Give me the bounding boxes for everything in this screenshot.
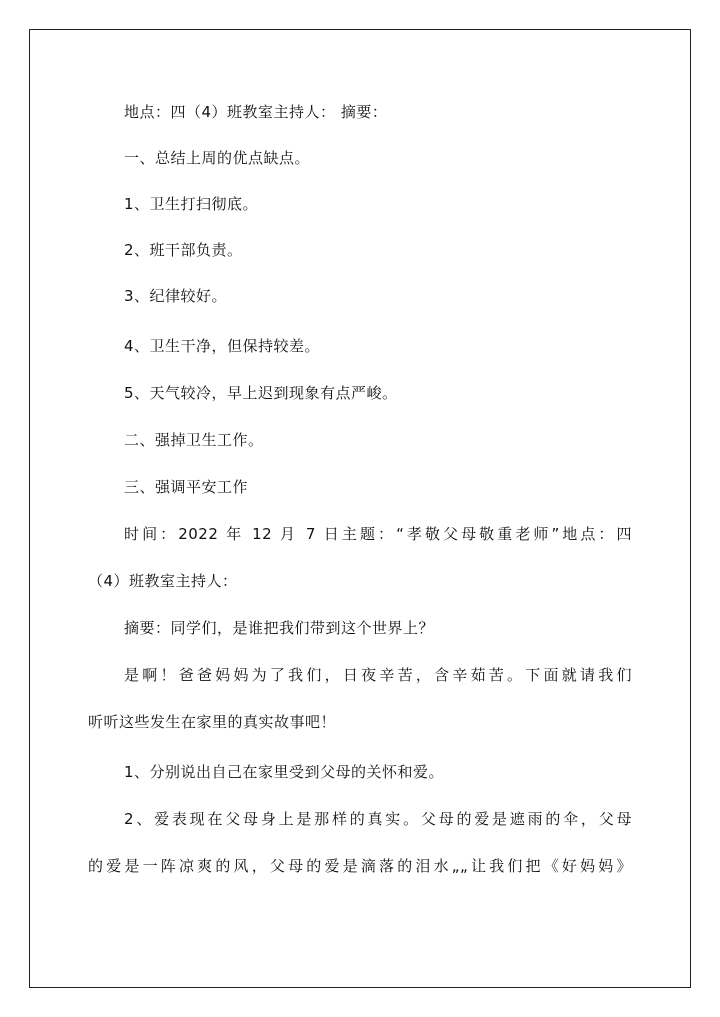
text-line-abstract: 摘要：同学们，是谁把我们带到这个世界上？ [124, 619, 435, 637]
text-line-location: 地点：四（4）班教室主持人： 摘要： [124, 103, 388, 121]
text-line-point-1: 1、分别说出自己在家里受到父母的关怀和爱。 [124, 763, 445, 781]
text-line-item-4: 4、卫生干净，但保持较差。 [124, 337, 321, 355]
text-line-heading-2: 二、强掉卫生工作。 [124, 431, 264, 449]
text-line-summary-heading: 一、总结上周的优点缺点。 [124, 149, 311, 167]
text-line-paragraph-1b: 听听这些发生在家里的真实故事吧！ [88, 713, 337, 731]
text-line-point-2b: 的爱是一阵凉爽的风，父母的爱是滴落的泪水„„让我们把《好妈妈》 [88, 857, 632, 875]
text-line-classroom-host: （4）班教室主持人： [88, 572, 238, 590]
text-line-item-2: 2、班干部负责。 [124, 241, 243, 259]
text-line-item-1: 1、卫生打扫彻底。 [124, 195, 259, 213]
text-line-item-3: 3、纪律较好。 [124, 287, 228, 305]
text-line-point-2a: 2、爱表现在父母身上是那样的真实。父母的爱是遮雨的伞，父母 [124, 810, 632, 828]
text-line-heading-3: 三、强调平安工作 [124, 478, 249, 496]
text-line-paragraph-1a: 是啊！爸爸妈妈为了我们，日夜辛苦，含辛茹苦。下面就请我们 [124, 666, 632, 684]
text-line-time-theme: 时间：2022 年 12 月 7 日主题：“孝敬父母敬重老师”地点：四 [124, 525, 632, 543]
page-frame [29, 29, 691, 988]
text-line-item-5: 5、天气较冷，早上迟到现象有点严峻。 [124, 384, 398, 402]
